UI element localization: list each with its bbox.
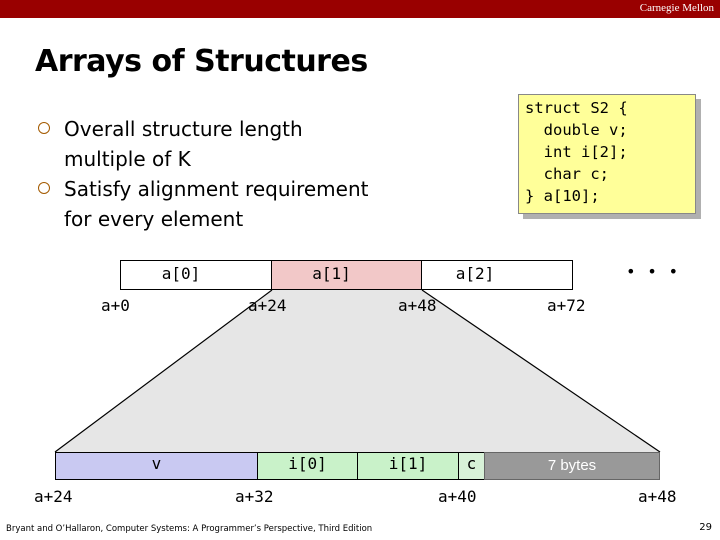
padding-field (484, 452, 660, 480)
bullet-text: Overall structure length (64, 117, 303, 141)
offset-label: a+32 (235, 487, 274, 506)
array-cell-label: a[2] (455, 264, 495, 283)
offset-label: a+48 (638, 487, 677, 506)
slide-title: Arrays of Structures (35, 44, 368, 79)
bullet-text: Satisfy alignment requirement (64, 177, 369, 201)
offset-label: a+24 (34, 487, 73, 506)
offset-label: a+72 (547, 296, 586, 315)
field-v (55, 452, 258, 480)
code-line: double v; (525, 121, 628, 139)
field-label: i[1] (388, 454, 428, 473)
brand-logo: Carnegie Mellon (639, 2, 714, 14)
offset-label: a+40 (438, 487, 477, 506)
array-cell-label: a[1] (312, 264, 351, 283)
array-cell-a2 (421, 260, 573, 290)
footer-citation: Bryant and O’Hallaron, Computer Systems: A Programmer’s Perspective, Third Edition (6, 524, 373, 534)
code-line: struct S2 { (525, 99, 628, 117)
bullet-text: multiple of K (64, 147, 191, 171)
code-line: } a[10]; (525, 187, 600, 205)
padding-label: 7 bytes (547, 457, 597, 474)
ellipsis: • • • (626, 262, 680, 281)
field-label: c (466, 454, 477, 473)
field-c (458, 452, 486, 480)
field-label: i[0] (288, 454, 327, 473)
page-number: 29 (699, 522, 712, 533)
offset-label: a+48 (398, 296, 437, 315)
array-cell-label: a[0] (161, 264, 201, 283)
array-cell-a1 (271, 260, 423, 290)
code-line: char c; (525, 165, 609, 183)
code-line: int i[2]; (525, 143, 628, 161)
bullet-text: for every element (64, 207, 244, 231)
offset-label: a+24 (248, 296, 287, 315)
array-cell-a0 (120, 260, 272, 290)
field-label: v (151, 454, 162, 473)
offset-label: a+0 (101, 296, 130, 315)
field-i0 (257, 452, 359, 480)
field-i1 (357, 452, 459, 480)
